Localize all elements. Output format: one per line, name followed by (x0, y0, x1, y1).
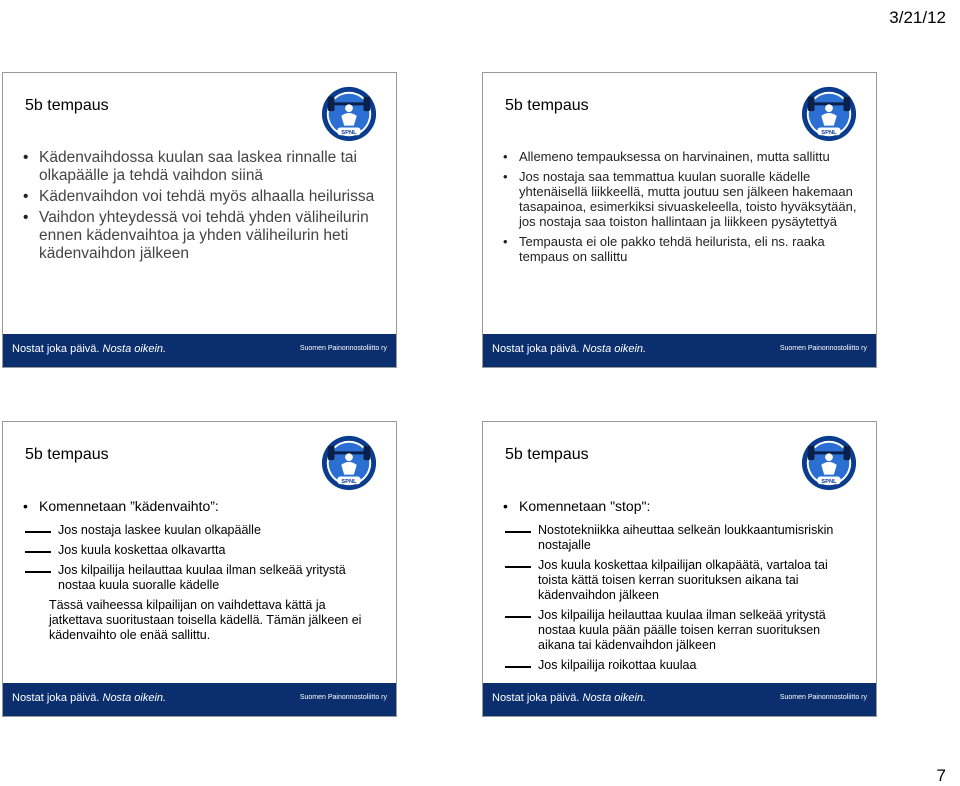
dash-item: Jos kuula koskettaa olkavartta (23, 543, 378, 558)
slide-title: 5b tempaus (25, 446, 109, 463)
bullet-list (503, 149, 858, 264)
footer-slogan-b: Nosta oikein. (102, 692, 167, 704)
footer-org: Suomen Painonnostoliitto ry (779, 345, 867, 352)
weightlifter-logo-icon (320, 434, 378, 492)
footer-org: Suomen Painonnostoliitto ry (299, 345, 387, 352)
slide-footer (3, 683, 396, 716)
bullet-list (23, 149, 378, 263)
dash-item: Jos kuula koskettaa kilpailijan olkapäätä, vartaloa tai toista kättä toisen kerran suorituksen aikana tai kädenvaihdon jälkeen (503, 558, 858, 603)
weightlifter-logo-icon (800, 85, 858, 143)
logo-text: SPNL (821, 129, 837, 136)
slide-footer (483, 334, 876, 367)
footer-slogan-b: Nosta oikein. (582, 343, 647, 355)
page-date: 3/21/12 (889, 8, 946, 27)
bullet-item: • Kädenvaihdon voi tehdä myös alhaalla heilurissa (23, 188, 378, 206)
footer-slogan (492, 343, 646, 355)
slide-note: Tässä vaiheessa kilpailijan on vaihdettava kättä ja jatkettava suoritustaan toisella kädellä. Tämän jälkeen ei kädenvaihto ole enää sallittu. (49, 598, 362, 642)
command-lead: • Komennetaan ”kädenvaihto”: (23, 498, 378, 515)
bullet-item: • Vaihdon yhteydessä voi tehdä yhden väliheilurin ennen kädenvaihtoa ja yhden väliheilurin heti kädenvaihdon jälkeen (23, 209, 378, 263)
slide-footer (483, 683, 876, 716)
weightlifter-logo-icon (320, 85, 378, 143)
weightlifter-logo-icon (800, 434, 858, 492)
dash-item: Nostotekniikka aiheuttaa selkeän loukkaantumisriskin nostajalle (503, 523, 858, 553)
footer-slogan (12, 692, 166, 704)
command-lead: • Komennetaan "stop": (503, 498, 858, 515)
footer-slogan-a: Nostat joka päivä. (492, 692, 580, 704)
dash-list (23, 523, 378, 593)
slide-4 (482, 421, 877, 717)
footer-slogan-b: Nosta oikein. (102, 343, 167, 355)
footer-org: Suomen Painonnostoliitto ry (779, 694, 867, 701)
slide-2 (482, 72, 877, 368)
logo-text: SPNL (341, 478, 357, 485)
slide-1 (2, 72, 397, 368)
footer-slogan-a: Nostat joka päivä. (12, 343, 100, 355)
logo-text: SPNL (821, 478, 837, 485)
logo-text: SPNL (341, 129, 357, 136)
dash-item: Jos kilpailija heilauttaa kuulaa ilman selkeää yritystä nostaa kuula pään päälle toisen kerran suorituksen aikana tai kädenvaihdon jälkeen (503, 608, 858, 653)
slide-footer (3, 334, 396, 367)
footer-slogan-a: Nostat joka päivä. (12, 692, 100, 704)
bullet-item: • Kädenvaihdossa kuulan saa laskea rinnalle tai olkapäälle ja tehdä vaihdon siinä (23, 149, 378, 185)
dash-item: Jos nostaja laskee kuulan olkapäälle (23, 523, 378, 538)
footer-slogan-b: Nosta oikein. (582, 692, 647, 704)
dash-item: Jos kilpailija heilauttaa kuulaa ilman selkeää yritystä nostaa kuula suoralle kädelle (23, 563, 378, 593)
bullet-item: • Jos nostaja saa temmattua kuulan suoralle kädelle yhtenäisellä liikkeellä, mutta joutuu sen jälkeen hakemaan tasapainoa, esimerkiksi sivuaskeleella, toisto hyväksytään, jos nostaja saa toiston hallintaan ja liikkeen pysäytettyä (503, 169, 858, 229)
footer-slogan-a: Nostat joka päivä. (492, 343, 580, 355)
footer-slogan (12, 343, 166, 355)
slide-title: 5b tempaus (25, 97, 109, 114)
bullet-item: • Allemeno tempauksessa on harvinainen, mutta sallittu (503, 149, 858, 164)
bullet-item: • Tempausta ei ole pakko tehdä heilurista, eli ns. raaka tempaus on sallittu (503, 234, 858, 264)
slide-title: 5b tempaus (505, 97, 589, 114)
page-number: 7 (936, 766, 946, 785)
dash-list (503, 523, 858, 673)
slide-3 (2, 421, 397, 717)
footer-org: Suomen Painonnostoliitto ry (299, 694, 387, 701)
dash-item: Jos kilpailija roikottaa kuulaa (503, 658, 858, 673)
footer-slogan (492, 692, 646, 704)
slide-title: 5b tempaus (505, 446, 589, 463)
